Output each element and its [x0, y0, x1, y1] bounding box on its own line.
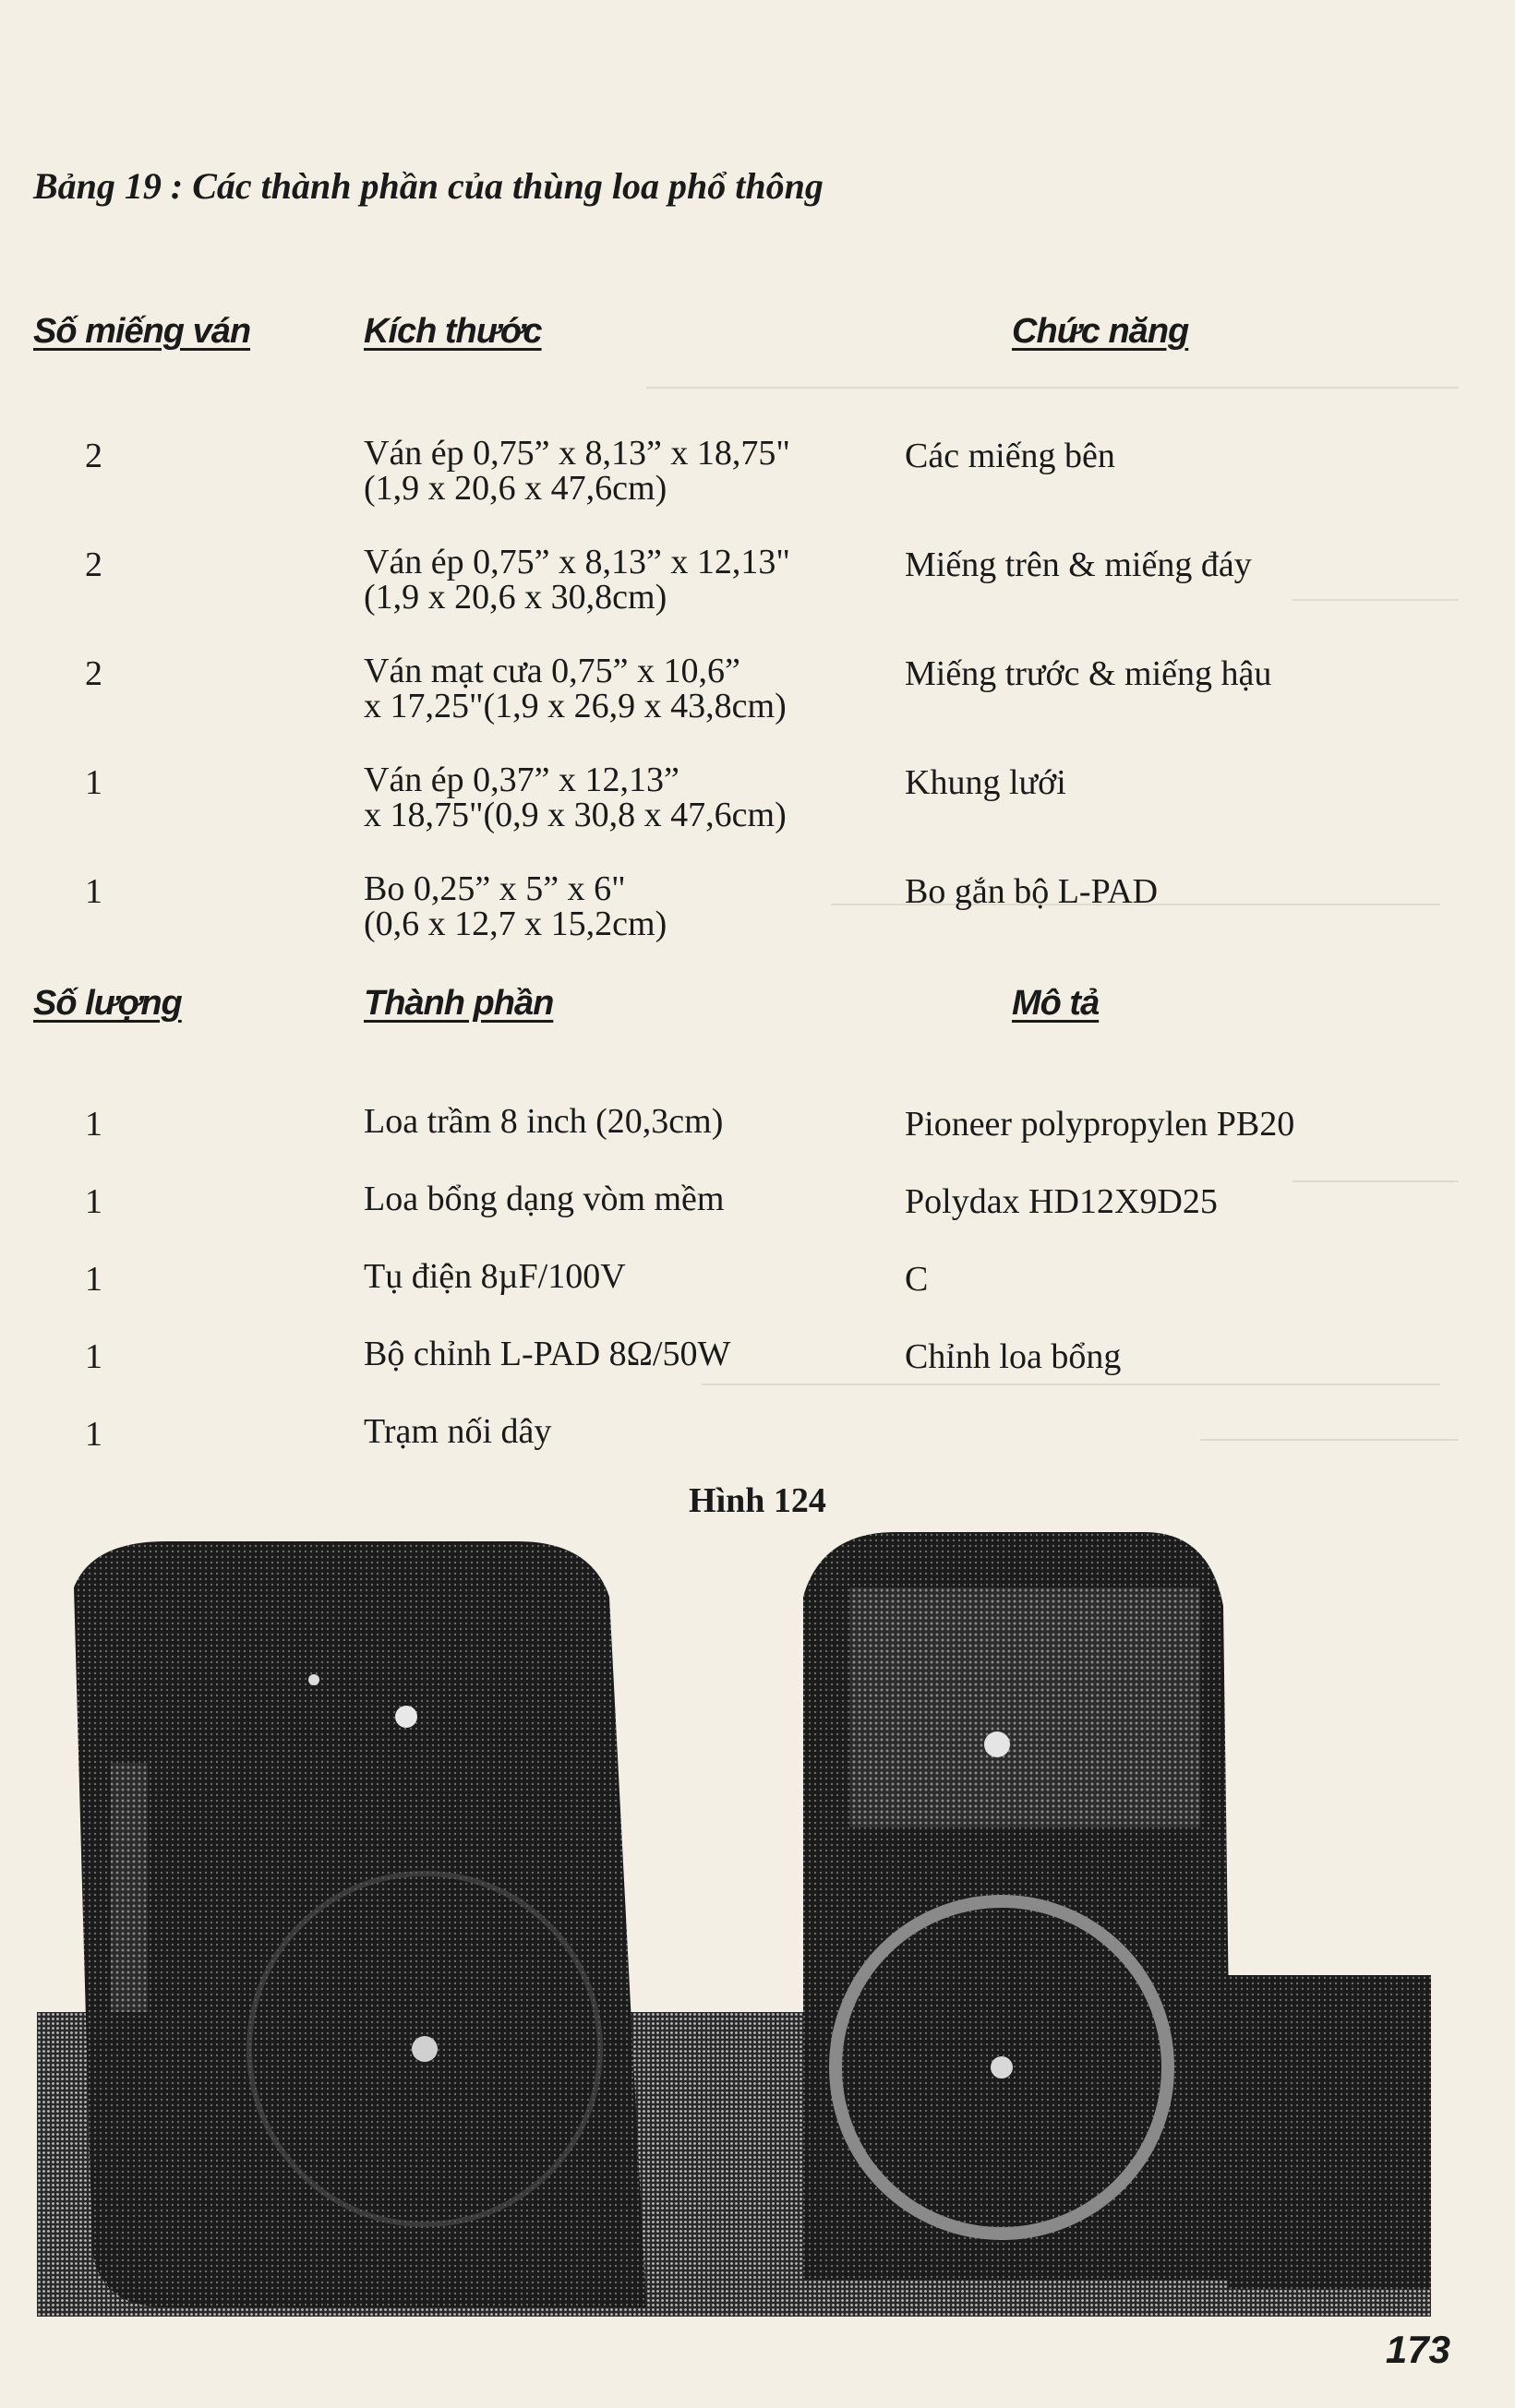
row-function: Miếng trước & miếng hậu [905, 654, 1272, 693]
row-size-line2: x 18,75"(0,9 x 30,8 x 47,6cm) [364, 796, 787, 834]
row-description: Pioneer polypropylen PB20 [905, 1105, 1295, 1144]
row-component: Bộ chỉnh L-PAD 8Ω/50W [364, 1335, 731, 1373]
row-qty: 2 [85, 654, 102, 693]
row-description: Chỉnh loa bổng [905, 1337, 1122, 1376]
row-size-line1: Ván ép 0,37” x 12,13” [364, 761, 679, 799]
row-description: Polydax HD12X9D25 [905, 1182, 1218, 1221]
row-qty: 2 [85, 545, 102, 584]
right-woofer-center [991, 2056, 1013, 2079]
speaker-photo [37, 1532, 1431, 2317]
row-size [364, 653, 787, 724]
left-screw [308, 1674, 319, 1685]
row-size-line1: Ván ép 0,75” x 8,13” x 12,13" [364, 543, 790, 581]
row-qty: 1 [85, 1105, 102, 1144]
row-qty: 1 [85, 763, 102, 802]
row-function: Các miếng bên [905, 437, 1115, 475]
header-size: Kích thước [364, 312, 542, 351]
row-component: Loa bổng dạng vòm mềm [364, 1180, 725, 1218]
row-size [364, 436, 790, 506]
row-size-line1: Ván ép 0,75” x 8,13” x 18,75" [364, 434, 790, 473]
row-function: Khung lưới [905, 763, 1066, 802]
row-size-line2: x 17,25"(1,9 x 26,9 x 43,8cm) [364, 687, 787, 725]
row-size-line2: (1,9 x 20,6 x 30,8cm) [364, 578, 667, 617]
row-qty: 1 [85, 1182, 102, 1221]
row-qty: 2 [85, 437, 102, 475]
header-qty-boards: Số miếng ván [33, 312, 251, 351]
header-description: Mô tả [1012, 984, 1100, 1023]
row-component: Trạm nối dây [364, 1412, 552, 1451]
row-qty: 1 [85, 1337, 102, 1376]
row-qty: 1 [85, 872, 102, 911]
header-function: Chức năng [1012, 312, 1189, 351]
row-size [364, 762, 787, 833]
row-function: Bo gắn bộ L-PAD [905, 872, 1159, 911]
row-size-line1: Ván mạt cưa 0,75” x 10,6” [364, 652, 740, 690]
row-size-line1: Bo 0,25” x 5” x 6" [364, 869, 626, 908]
row-qty: 1 [85, 1415, 102, 1454]
left-woofer-center [412, 2036, 438, 2062]
row-size-line2: (1,9 x 20,6 x 47,6cm) [364, 469, 667, 508]
row-size [364, 871, 667, 941]
row-description: C [905, 1260, 929, 1299]
row-component: Loa trầm 8 inch (20,3cm) [364, 1102, 724, 1141]
left-speaker-cabinet [74, 1541, 646, 2307]
row-function: Miếng trên & miếng đáy [905, 545, 1252, 584]
background-box [1228, 1975, 1431, 2289]
right-tweeter [984, 1731, 1010, 1757]
left-tweeter [395, 1706, 417, 1728]
figure-title: Hình 124 [689, 1481, 826, 1520]
header-quantity: Số lượng [33, 984, 182, 1023]
row-component: Tụ điện 8µF/100V [364, 1257, 626, 1296]
left-speaker-edge-highlight [111, 1763, 148, 2012]
row-size [364, 545, 790, 615]
right-speaker-top-panel [849, 1587, 1200, 1827]
row-qty: 1 [85, 1260, 102, 1299]
row-size-line2: (0,6 x 12,7 x 15,2cm) [364, 904, 667, 943]
page-number: 173 [1385, 2328, 1450, 2371]
table-caption: Bảng 19 : Các thành phần của thùng loa phổ thông [33, 165, 824, 207]
header-component: Thành phần [364, 984, 554, 1023]
